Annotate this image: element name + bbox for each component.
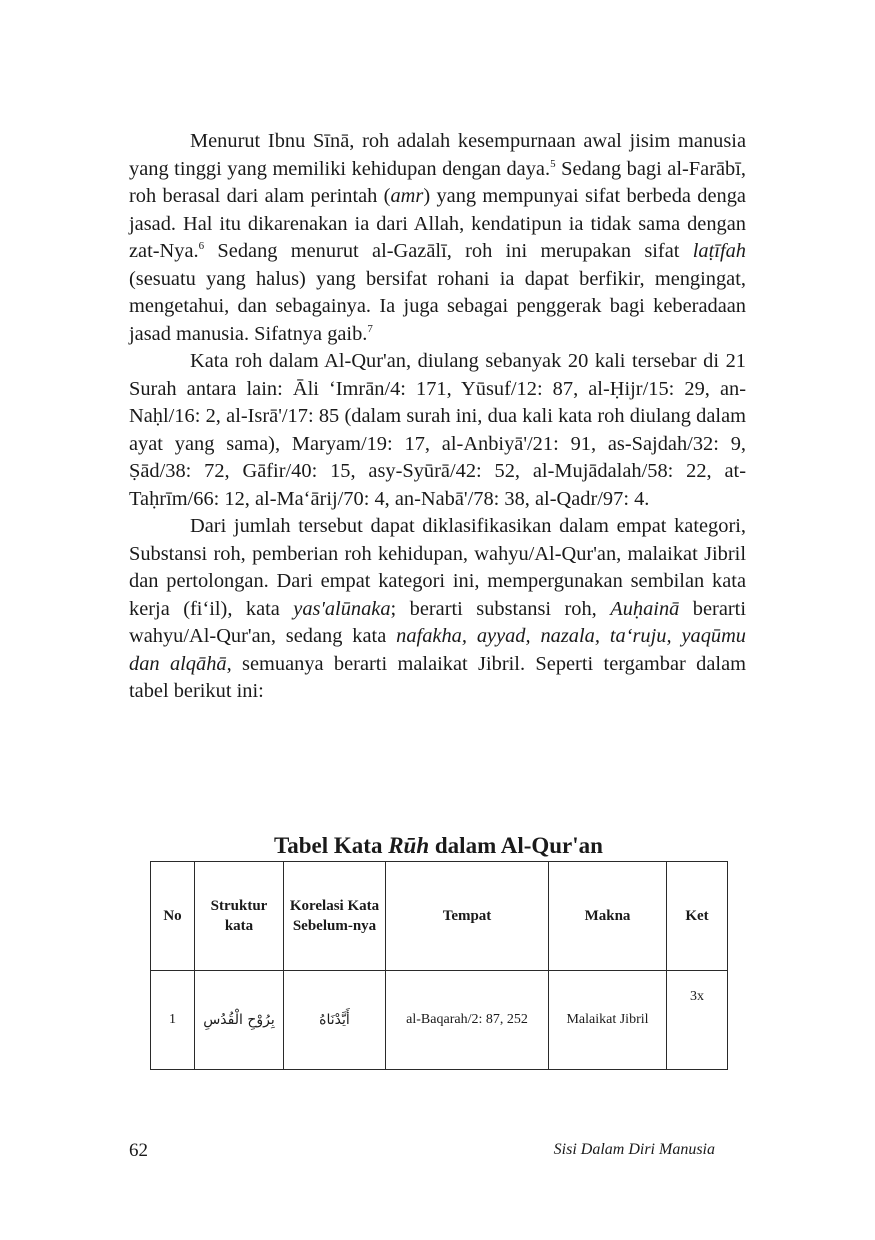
header-ket: Ket — [667, 862, 728, 971]
cell-struktur-kata: بِرُوْحِ الْقُدُسِ — [195, 971, 284, 1070]
table-title-italic: Rūh — [388, 833, 430, 858]
table-row — [151, 971, 728, 1070]
cell-tempat: al-Baqarah/2: 87, 252 — [386, 971, 549, 1070]
table-title-end: dalam Al-Qur'an — [429, 833, 603, 858]
body-text — [129, 128, 746, 706]
header-makna: Makna — [549, 862, 667, 971]
table-title — [150, 831, 727, 861]
text-run: , semuanya berarti malaikat Jibril. Seperti tergambar dalam tabel berikut ini: — [129, 652, 746, 702]
cell-makna: Malaikat Jibril — [549, 971, 667, 1070]
italic-term: Auḥainā — [610, 597, 680, 620]
text-run: Dari jumlah tersebut dapat diklasifikasikan dalam empat kategori, Substansi roh, pemberian roh kehidupan, wahyu/Al-Qur'an, malaikat Jibril dan pertolongan. Dari empat kategori ini, mempergunakan sembilan kata kerja (fi‘il), kata — [129, 515, 746, 620]
header-no: No — [151, 862, 195, 971]
text-run: Sedang bagi al-Farābī, roh berasal dari alam perintah ( — [129, 157, 746, 207]
ruh-table — [150, 861, 728, 1070]
text-run: berarti wahyu/Al-Qur'an, sedang kata — [129, 597, 746, 647]
paragraph — [129, 128, 746, 348]
cell-no: 1 — [151, 971, 195, 1070]
cell-ket: 3x — [667, 971, 728, 1070]
italic-term: nafakha, ayyad, nazala, ta‘ruju, yaqūmu dan alqāhā — [129, 625, 747, 675]
text-run: Kata roh dalam Al-Qur'an, diulang sebanyak 20 kali tersebar di 21 Surah antara lain: Āli ‘Imrān/4: 171, Yūsuf/12: 87, al-Ḥijr/15: 29, an-Naḥl/16: 2, al-Isrā'/17: 85 (dalam surah ini, dua kali kata roh diulang dalam ayat yang sama), Maryam/19: 17, al-Anbiyā'/21: 91, as-Sajdah/32: 9, Ṣād/38: 72, Gāfir/40: 15, asy-Syūrā/42: 52, al-Mujādalah/58: 22, at-Taḥrīm/66: 12, al-Ma‘ārij/70: 4, an-Nabā'/78: 38, al-Qadr/97: 4. — [129, 350, 746, 510]
table-title-start: Tabel Kata — [274, 833, 389, 858]
text-run: Sedang menurut al-Gazālī, roh ini merupakan sifat — [204, 240, 693, 262]
text-run: ; berarti substansi roh, — [390, 597, 611, 620]
text-run: Menurut Ibnu Sīnā, roh adalah kesempurnaan awal jisim manusia yang tinggi yang memiliki kehidupan dengan daya. — [129, 130, 746, 180]
header-korelasi: Korelasi Kata Sebelum-nya — [284, 862, 386, 971]
italic-term: yas'alūnaka — [293, 597, 391, 620]
italic-term: laṭīfah — [692, 240, 746, 262]
footnote-ref: 7 — [367, 322, 373, 335]
cell-korelasi: أَيَّدْنَاهُ — [284, 971, 386, 1070]
paragraph — [129, 348, 746, 513]
text-run: (sesuatu yang halus) yang bersifat rohani ia dapat berfikir, mengingat, mengetahui, dan sebagainya. Ia juga sebagai penggerak bagi keberadaan jasad manusia. Sifatnya gaib. — [129, 267, 746, 345]
running-footer-title: Sisi Dalam Diri Manusia — [553, 1141, 715, 1158]
text-run: ) yang mempunyai sifat berbeda denga jasad. Hal itu dikarenakan ia dari Allah, kendatipun ia tidak sama dengan zat-Nya. — [129, 185, 746, 262]
footnote-ref: 5 — [550, 157, 556, 170]
footnote-ref: 6 — [198, 240, 205, 252]
italic-term: amr — [390, 185, 424, 207]
header-struktur-kata: Struktur kata — [195, 862, 284, 971]
table-header-row — [151, 862, 728, 971]
header-tempat: Tempat — [386, 862, 549, 971]
paragraph — [129, 513, 746, 706]
page-number: 62 — [129, 1140, 148, 1161]
